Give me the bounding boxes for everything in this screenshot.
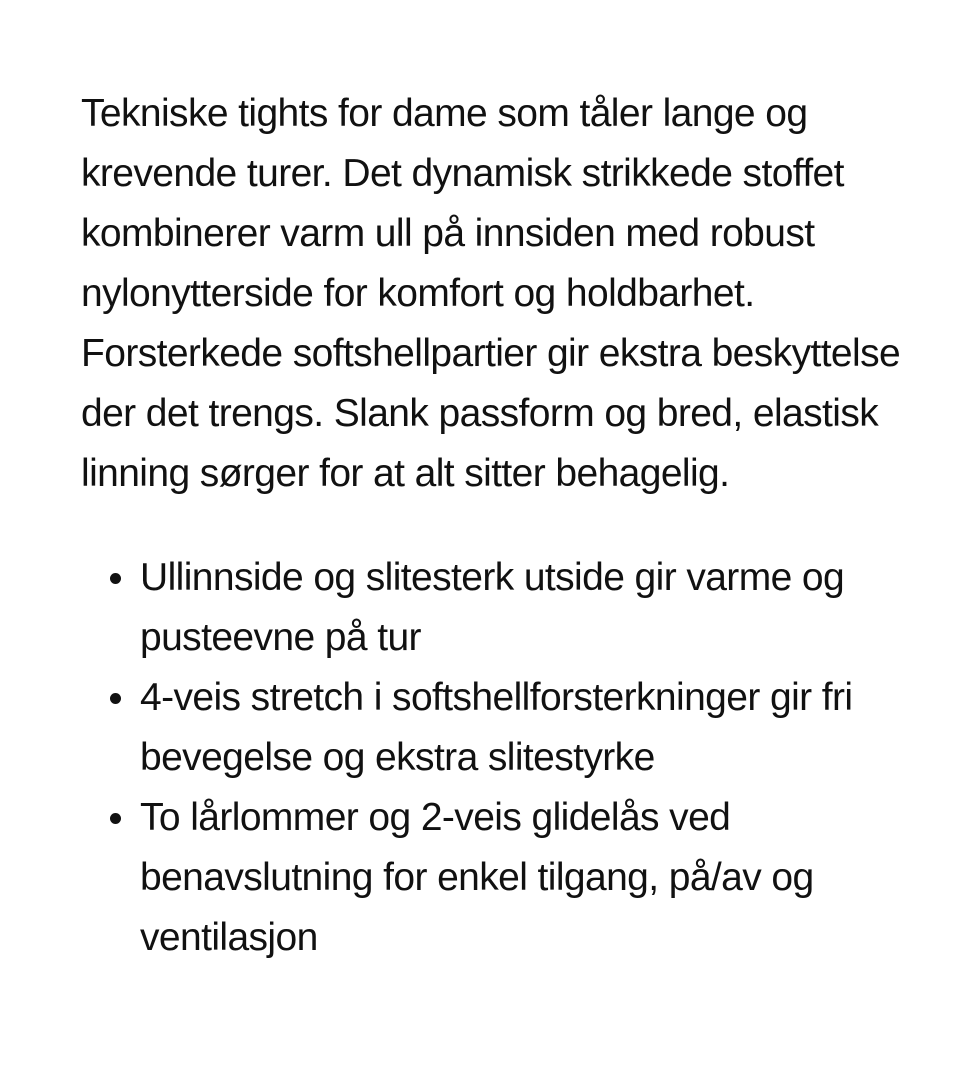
feature-list (81, 548, 901, 968)
feature-text: 4-veis stretch i softshellforsterkninger gir fri bevegelse og ekstra slitestyrke (140, 676, 853, 779)
feature-list-item (81, 548, 901, 668)
product-description: Tekniske tights for dame som tåler lange og krevende turer. Det dynamisk strikkede stoffet kombinerer varm ull på innsiden med robust nylonytterside for komfort og holdbarhet. Forsterkede softshellpartier gir ekstra beskyttelse der det trengs. Slank passform og bred, elastisk linning sørger for at alt sitter behagelig. (81, 92, 901, 495)
product-description-section (81, 84, 901, 968)
feature-text: To lårlommer og 2-veis glidelås ved benavslutning for enkel tilgang, på/av og ventilasjon (140, 796, 814, 959)
bullet-icon (110, 693, 121, 704)
feature-text: Ullinnside og slitesterk utside gir varme og pusteevne på tur (140, 556, 845, 659)
bullet-icon (110, 573, 121, 584)
feature-list-item (81, 668, 901, 788)
bullet-icon (110, 813, 121, 824)
feature-list-item (81, 788, 901, 968)
